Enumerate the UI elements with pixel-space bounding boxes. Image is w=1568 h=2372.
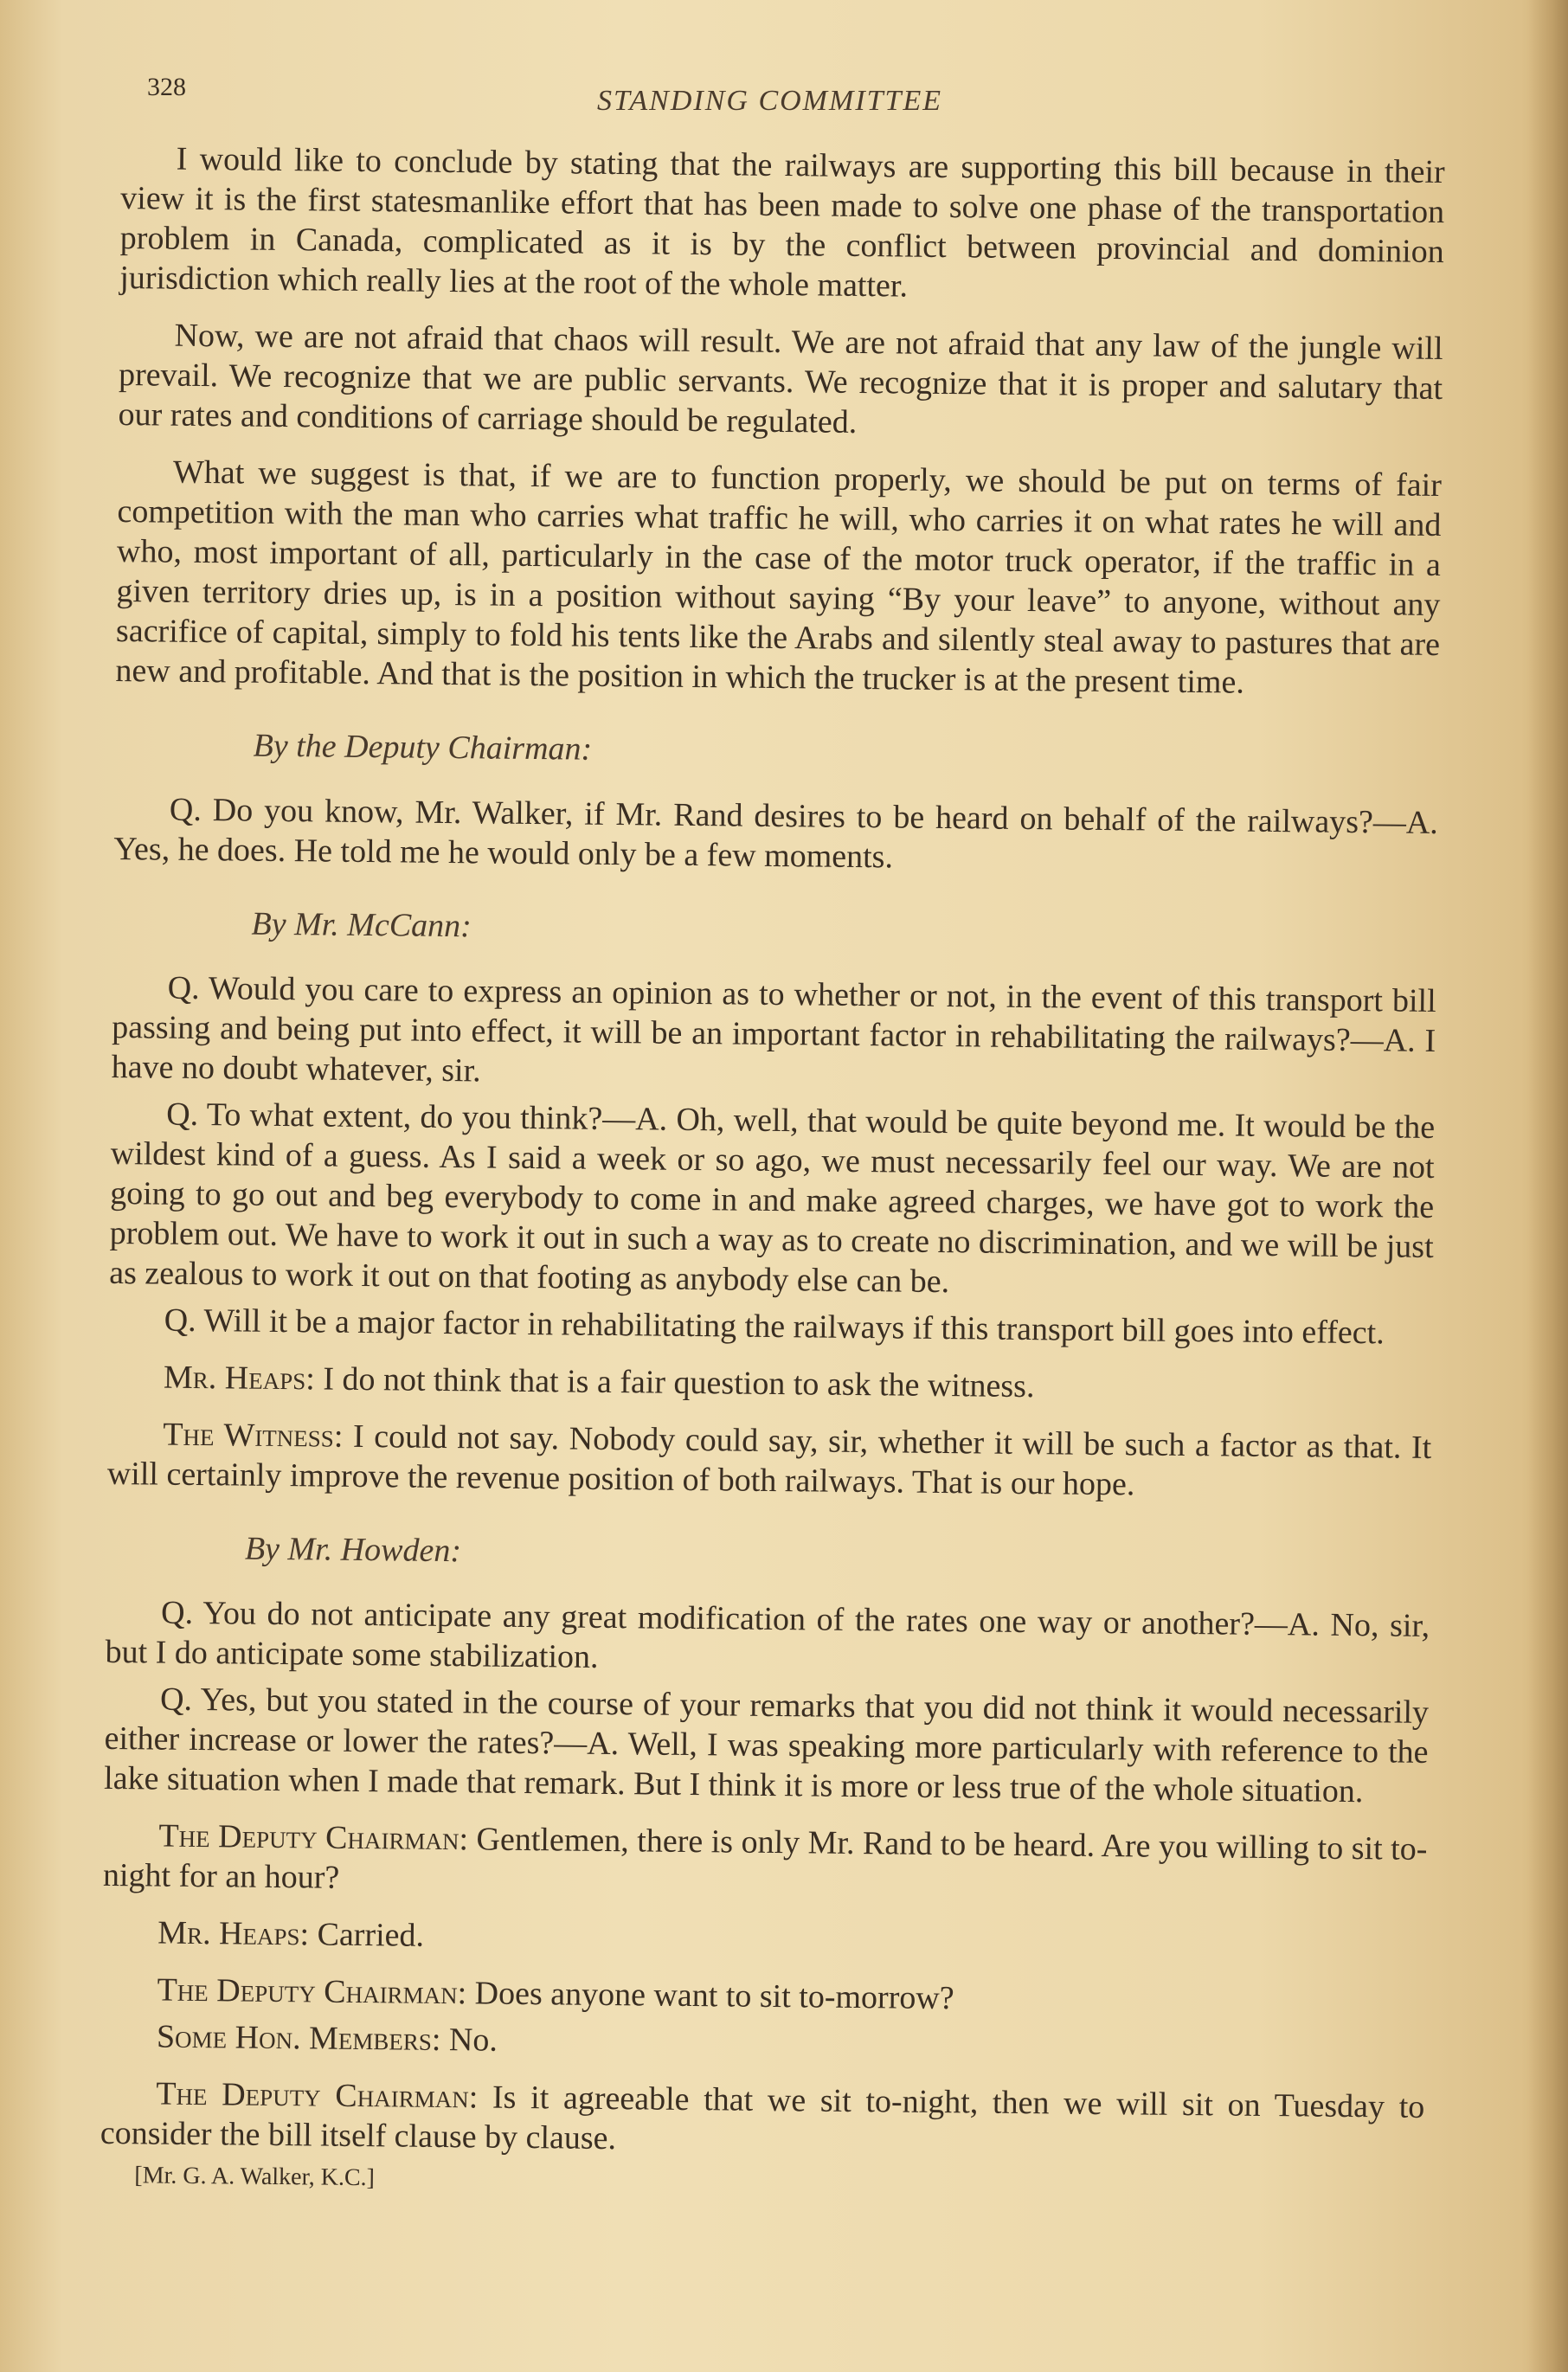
question-answer: Q. To what extent, do you think?—A. Oh, well, that would be quite beyond me. It would be the wildest kind of a guess. As I said a week or so ago, we must necessarily feel our way. We are not going to go out and beg everybody to come in and make agreed charges, we have got to work the problem out. We have to work it out in such a way as to create no discrimination, and we will be just as zealous to work it out on that footing as anybody else can be. [109, 1096, 1436, 1301]
running-title: STANDING COMMITTEE [597, 85, 942, 117]
question-answer: Q. Do you know, Mr. Walker, if Mr. Rand desires to be heard on behalf of the railways?—A. Yes, he does. He told me he would only be a few moments. [113, 791, 1439, 876]
paragraph: Now, we are not afraid that chaos will result. We are not afraid that any law of the jungle will prevail. We recognize that we are public servants. We recognize that it is proper and salutary that our rates and conditions of carriage should be regulated. [118, 317, 1443, 440]
remark-text: : Does anyone want to sit to-morrow? [457, 1975, 954, 2017]
paragraph: I would like to conclude by stating that the railways are supporting this bill because in their view it is the first statesmanlike effort that has been made to solve one phase of the transportation problem in Canada, complicated as it is by the conflict between provincial and dominion jurisdiction which really lies at the root of the whole matter. [119, 140, 1445, 305]
section-heading: By Mr. McCann: [251, 905, 472, 945]
remark-text: : I do not think that is a fair question to ask the witness. [305, 1360, 1035, 1405]
speaker-remark [100, 2073, 1425, 2167]
question-answer: Q. Yes, but you stated in the course of your remarks that you did not think it would necessarily either increase or lower the rates?—A. Well, I was speaking more particularly with reference to the lake situation when I made that remark. But I think it is more or less true of the whole situation. [103, 1681, 1430, 1810]
speaker-remark [101, 1970, 1425, 2023]
remark-text: : No. [431, 2021, 498, 2059]
remark-text: : Carried. [299, 1916, 425, 1954]
speaker-name: The Deputy Chairman [156, 2075, 469, 2116]
section-heading: By Mr. Howden: [244, 1530, 462, 1570]
section-heading: By the Deputy Chairman: [253, 727, 593, 768]
question-answer: Q. You do not anticipate any great modification of the rates one way or another?—A. No, sir, but I do anticipate some stabilization. [105, 1594, 1430, 1675]
paragraph: What we suggest is that, if we are to function properly, we should be put on terms of fair competition with the man who carries what traffic he will, who carries it on what rates he will and who, most important of all, particularly in the case of the motor truck operator, if the traffic in a given territory dries up, is in a position without saying “By your leave” to anyone, without any sacrifice of capital, simply to fold his tents like the Arabs and silently steal away to pastures that are new and profitable. And that is the position in which the trucker is at the present time. [115, 453, 1443, 701]
page-header [147, 67, 1419, 128]
speaker-remark [101, 2016, 1425, 2070]
speaker-remark [102, 1912, 1426, 1966]
body-text [100, 138, 1445, 2203]
speaker-name: The Deputy Chairman [158, 1817, 459, 1858]
question-answer: Q. Will it be a major factor in rehabilitating the railways if this transport bill goes into effect. [164, 1302, 1385, 1352]
speaker-remark [108, 1357, 1432, 1411]
speaker-name: The Witness [163, 1416, 335, 1455]
speaker-remark [103, 1816, 1428, 1909]
speaker-name: Mr. Heaps [163, 1359, 306, 1398]
speaker-remark [107, 1414, 1432, 1507]
remark-text: : Is it agreeable that we sit to-night, then we will sit on Tuesday to consider the bill itself clause by clause. [100, 2079, 1425, 2157]
speaker-name: Mr. Heaps [157, 1914, 300, 1953]
speaker-name: Some Hon. Members [156, 2018, 433, 2058]
remark-text: : I could not say. Nobody could say, sir, whether it will be such a factor as that. It will certainly improve the revenue position of both railways. That is our hope. [106, 1417, 1432, 1503]
binding-shadow [1528, 0, 1568, 2372]
question-answer: Q. Would you care to express an opinion as to whether or not, in the event of this transport bill passing and being put into effect, it will be an important factor in rehabilitating the railways?—A. I have no doubt whatever, sir. [111, 969, 1436, 1090]
speaker-name: The Deputy Chairman [157, 1971, 458, 2012]
witness-attribution: [Mr. G. A. Walker, K.C.] [134, 2162, 376, 2192]
page-number: 328 [147, 73, 186, 101]
remark-text: : Gentlemen, there is only Mr. Rand to be heard. Are you willing to sit to-night for an hour? [102, 1821, 1428, 1896]
